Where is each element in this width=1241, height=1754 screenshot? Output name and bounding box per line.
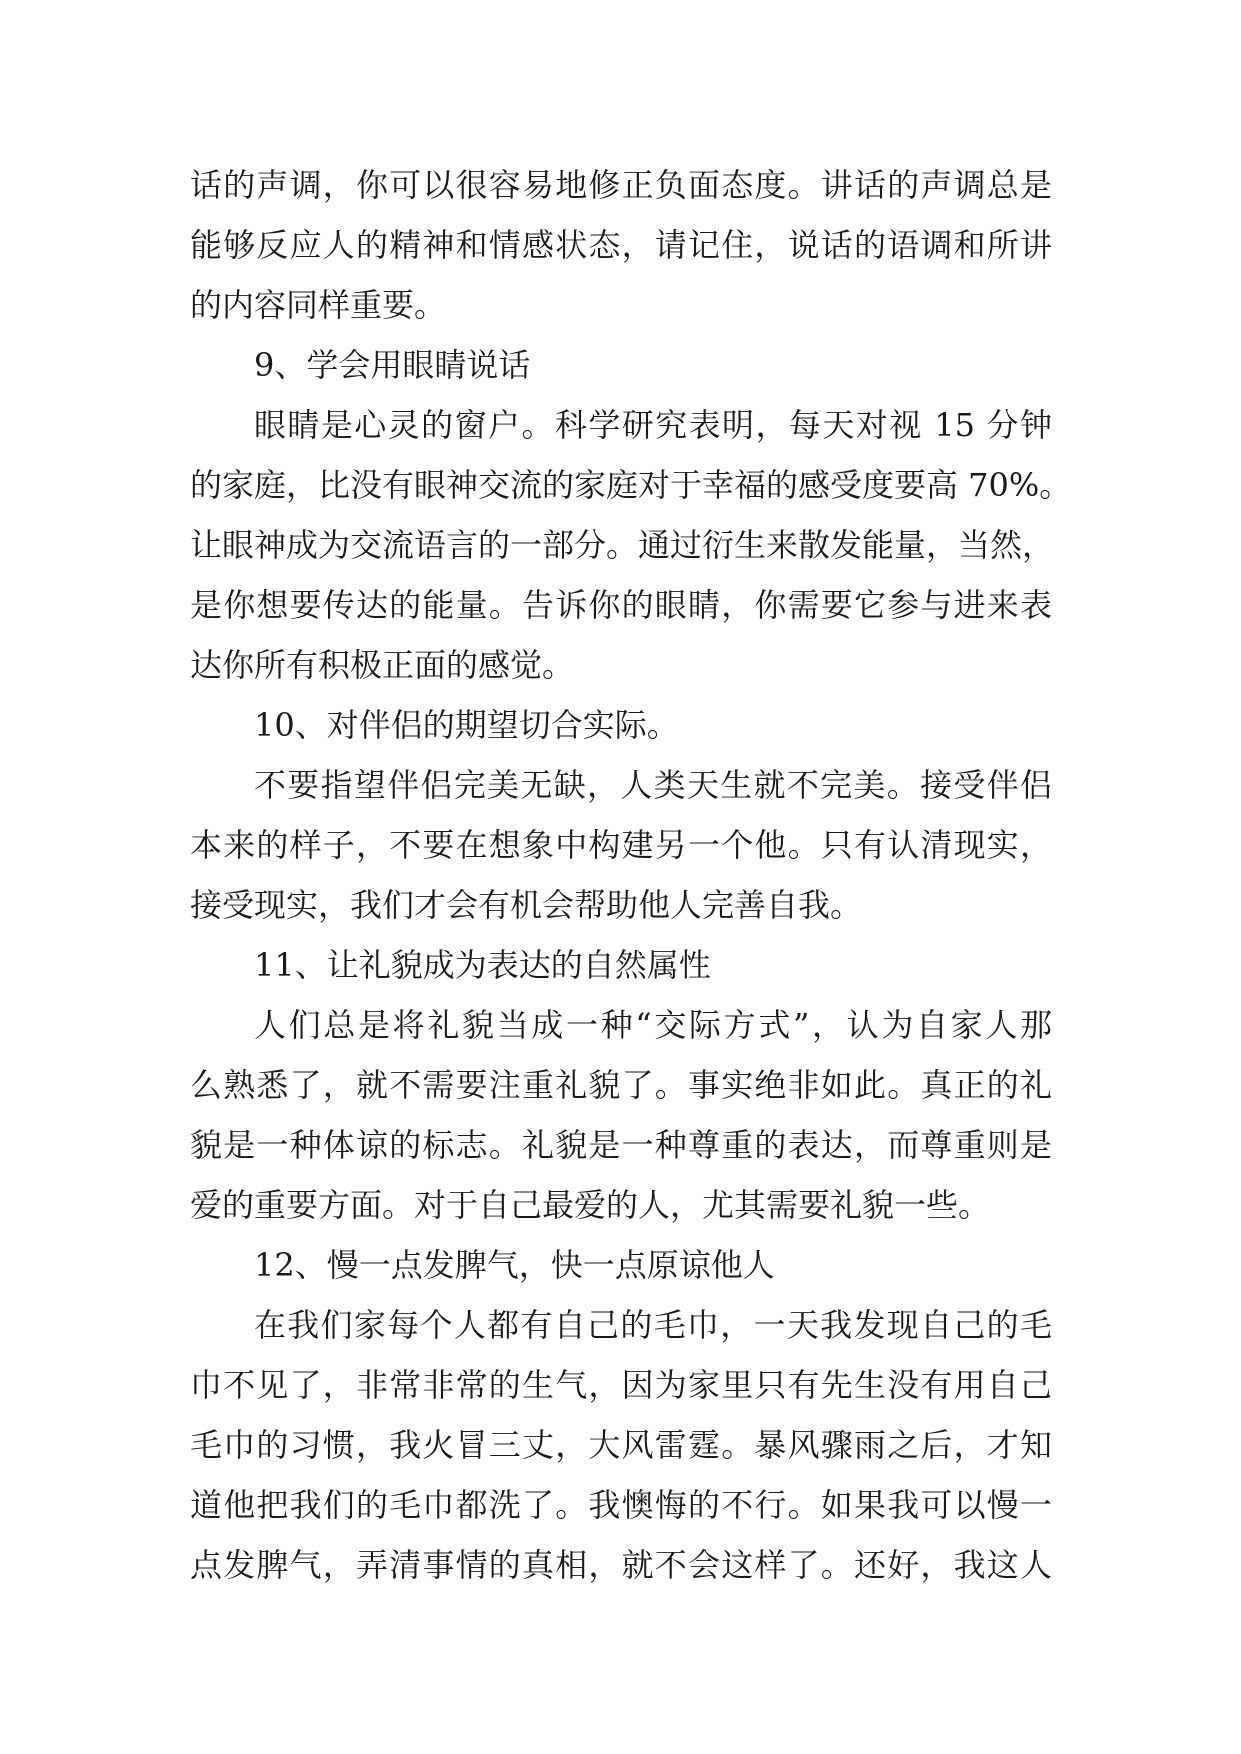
section-heading: 9、学会用眼睛说话 bbox=[254, 346, 531, 384]
text-line: 人们总是将礼貌当成一种“交际方式”，认为自家人那 bbox=[254, 1006, 1052, 1044]
text-line: 是你想要传达的能量。告诉你的眼睛，你需要它参与进来表 bbox=[190, 586, 1052, 624]
text-line: 道他把我们的毛巾都洗了。我懊悔的不行。如果我可以慢一 bbox=[190, 1486, 1052, 1524]
text-line: 在我们家每个人都有自己的毛巾，一天我发现自己的毛 bbox=[254, 1306, 1052, 1344]
text-line: 的家庭，比没有眼神交流的家庭对于幸福的感受度要高 70%。 bbox=[190, 466, 1072, 504]
text-line: 巾不见了，非常非常的生气，因为家里只有先生没有用自己 bbox=[190, 1366, 1052, 1404]
text-line: 眼睛是心灵的窗户。科学研究表明，每天对视 15 分钟 bbox=[254, 406, 1052, 444]
text-line: 爱的重要方面。对于自己最爱的人，尤其需要礼貌一些。 bbox=[190, 1186, 991, 1224]
text-line: 的内容同样重要。 bbox=[190, 286, 447, 324]
section-heading: 12、慢一点发脾气，快一点原谅他人 bbox=[254, 1246, 775, 1284]
text-line: 让眼神成为交流语言的一部分。通过衍生来散发能量，当然， bbox=[190, 526, 1055, 564]
text-line: 能够反应人的精神和情感状态，请记住，说话的语调和所讲 bbox=[190, 226, 1052, 264]
text-line: 达你所有积极正面的感觉。 bbox=[190, 646, 575, 684]
section-heading: 10、对伴侣的期望切合实际。 bbox=[254, 706, 679, 744]
section-heading: 11、让礼貌成为表达的自然属性 bbox=[254, 946, 711, 984]
text-line: 本来的样子，不要在想象中构建另一个他。只有认清现实， bbox=[190, 826, 1052, 864]
text-line: 不要指望伴侣完美无缺，人类天生就不完美。接受伴侣 bbox=[254, 766, 1052, 804]
text-line: 点发脾气，弄清事情的真相，就不会这样了。还好，我这人 bbox=[190, 1546, 1052, 1584]
text-line: 接受现实，我们才会有机会帮助他人完善自我。 bbox=[190, 886, 863, 924]
text-line: 貌是一种体谅的标志。礼貌是一种尊重的表达，而尊重则是 bbox=[190, 1126, 1052, 1164]
text-line: 么熟悉了，就不需要注重礼貌了。事实绝非如此。真正的礼 bbox=[190, 1066, 1052, 1104]
text-line: 毛巾的习惯，我火冒三丈，大风雷霆。暴风骤雨之后，才知 bbox=[190, 1426, 1052, 1464]
text-line: 话的声调，你可以很容易地修正负面态度。讲话的声调总是 bbox=[190, 166, 1052, 204]
